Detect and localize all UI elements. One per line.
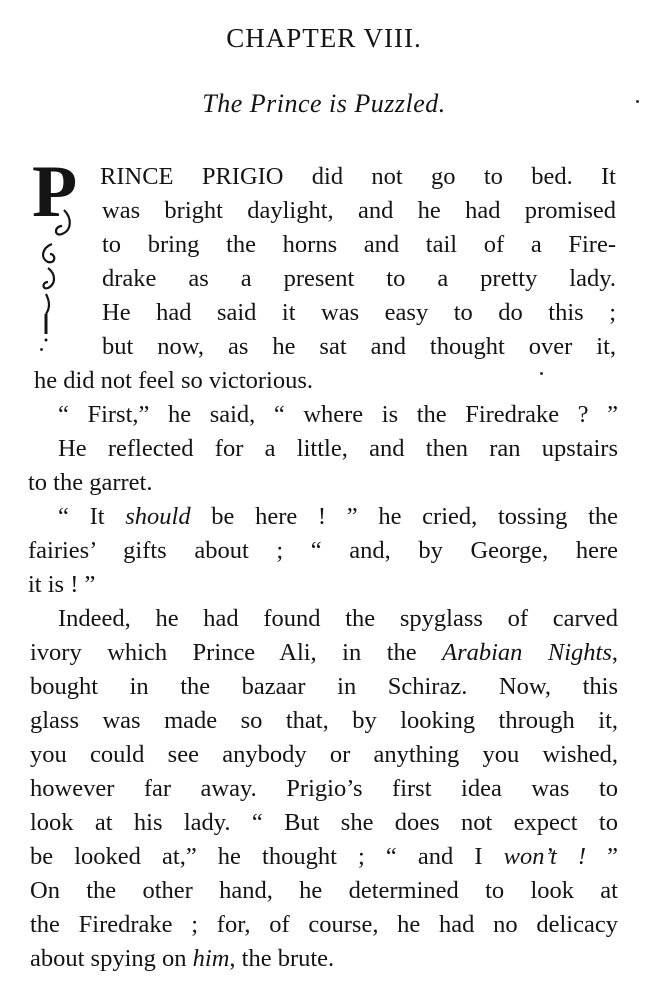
text-span: was bright daylight, and he had promised (102, 197, 616, 224)
text-span: ivory which Prince Ali, in the (30, 639, 443, 666)
text-span: On the other hand, he determined to look at (30, 877, 618, 904)
text-span: however far away. Prigio’s first idea was to (30, 775, 618, 802)
text-line (30, 908, 618, 942)
text-span: the Firedrake ; for, of course, he had no delicacy (30, 911, 618, 938)
text-line (30, 840, 618, 874)
text-line (30, 772, 618, 806)
text-span: he did not feel so victorious. (34, 367, 313, 394)
chapter-number: CHAPTER VIII. (226, 23, 422, 53)
text-span: “ First,” he said, “ where is the Firedrake ? ” (58, 401, 618, 428)
text-line (30, 942, 430, 976)
text-line (102, 228, 616, 262)
text-span: but now, as he sat and thought over it, (102, 333, 616, 360)
text-span: be here ! ” he cried, tossing the (190, 503, 618, 530)
page-speck (636, 100, 639, 103)
emphasis-span: won’t ! (503, 843, 587, 870)
text-span: “ It (58, 503, 126, 530)
text-span: bought in the bazaar in Schiraz. Now, this (30, 673, 618, 700)
text-line (28, 534, 618, 568)
text-line (30, 806, 618, 840)
text-span: , the brute. (229, 945, 335, 972)
text-span: be looked at,” he thought ; “ and I (30, 843, 504, 870)
text-line (100, 160, 616, 194)
text-span: fairies’ gifts about ; “ and, by George, here (28, 537, 618, 564)
page-speck (40, 348, 43, 351)
text-span: look at his lady. “ But she does not expect to (30, 809, 618, 836)
text-line (58, 398, 618, 432)
text-span: ” (586, 843, 618, 870)
text-span: RINCE PRIGIO did not go to bed. It (100, 163, 616, 190)
text-span: He reflected for a little, and then ran upstairs (58, 435, 618, 462)
text-line (102, 194, 616, 228)
text-line (102, 296, 616, 330)
text-span: about spying on (30, 945, 193, 972)
text-line (28, 568, 148, 602)
text-line (58, 432, 618, 466)
emphasis-span: Arabian Nights (442, 639, 612, 666)
drop-cap-letter: P (32, 158, 78, 233)
text-span: He had said it was easy to do this ; (102, 299, 616, 326)
text-line (30, 670, 618, 704)
text-line (30, 704, 618, 738)
text-line (30, 738, 618, 772)
text-span: , (611, 639, 619, 666)
chapter-title: The Prince is Puzzled. (202, 89, 446, 118)
text-line (30, 636, 618, 670)
text-span: to the garret. (28, 469, 153, 496)
text-line (28, 466, 228, 500)
text-line (102, 330, 616, 364)
page-speck (540, 372, 543, 375)
text-line (58, 602, 618, 636)
emphasis-span: him (192, 945, 230, 972)
drop-cap-ornament (32, 158, 84, 344)
text-line (34, 364, 414, 398)
emphasis-span: should (125, 503, 191, 530)
text-span: drake as a present to a pretty lady. (102, 265, 616, 292)
text-span: to bring the horns and tail of a Fire- (102, 231, 616, 258)
text-span: glass was made so that, by looking through it, (30, 707, 618, 734)
text-line (30, 874, 618, 908)
text-span: you could see anybody or anything you wished, (30, 741, 618, 768)
text-line (58, 500, 618, 534)
text-span: it is ! ” (28, 571, 96, 598)
text-span: Indeed, he had found the spyglass of carved (58, 605, 618, 632)
text-line (102, 262, 616, 296)
